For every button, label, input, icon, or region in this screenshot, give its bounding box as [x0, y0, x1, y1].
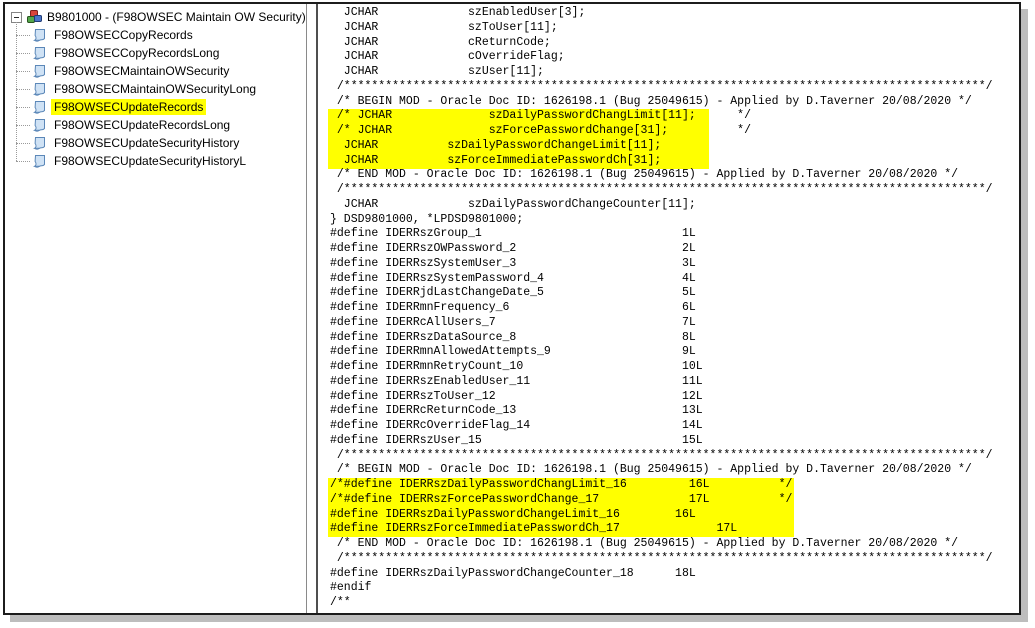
tree-connector — [16, 35, 30, 36]
tree-item[interactable] — [5, 26, 306, 44]
business-function-cubes-icon — [27, 10, 43, 25]
tree-item-label: F98OWSECUpdateRecordsLong — [54, 118, 231, 132]
code-line: #endif — [330, 581, 372, 595]
code-line: /* END MOD - Oracle Doc ID: 1626198.1 (Bug 25049615) - Applied by D.Taverner 20/08/2020 */ — [330, 168, 959, 182]
code-line: JCHAR szUser[11]; — [330, 65, 544, 78]
code-line: #define IDERRszOWPassword_2 2L — [330, 242, 696, 255]
tree-item[interactable] — [5, 44, 306, 62]
tree-connector — [16, 89, 30, 90]
document-icon — [32, 118, 46, 133]
tree-item-label-selected: F98OWSECUpdateRecords — [51, 99, 206, 115]
code-line: #define IDERRszDataSource_8 8L — [330, 330, 696, 344]
application-window — [3, 2, 1021, 615]
code-line: JCHAR cOverrideFlag; — [330, 50, 565, 64]
tree-connector — [16, 53, 30, 54]
code-line: /* BEGIN MOD - Oracle Doc ID: 1626198.1 (Bug 25049615) - Applied by D.Taverner 20/08/2020 */ — [330, 463, 972, 477]
code-line: #define IDERRcReturnCode_13 13L — [330, 404, 703, 418]
code-line: /* BEGIN MOD - Oracle Doc ID: 1626198.1 (Bug 25049615) - Applied by D.Taverner 20/08/2020 */ — [330, 94, 972, 108]
tree-item-label: F98OWSECCopyRecords — [54, 28, 193, 42]
tree-collapse-toggle-icon[interactable] — [11, 12, 22, 23]
tree-item-label: F98OWSECUpdateSecurityHistoryL — [54, 154, 247, 168]
code-line: #define IDERRszToUser_12 12L — [330, 389, 703, 403]
code-line: JCHAR szDailyPasswordChangeLimit[11]; — [330, 138, 662, 152]
tree-item-label: F98OWSECCopyRecordsLong — [54, 46, 220, 60]
code-line: /* JCHAR szForcePasswordChange[31]; */ — [330, 124, 751, 137]
code-line: JCHAR szToUser[11]; — [330, 20, 558, 34]
code-line: JCHAR szForceImmediatePasswordCh[31]; — [330, 153, 662, 167]
document-icon — [32, 82, 46, 97]
code-line: #define IDERRszForceImmediatePasswordCh_17 17L — [330, 522, 738, 536]
code-line: #define IDERRszSystemUser_3 3L — [330, 256, 696, 270]
code-line: /*#define IDERRszDailyPasswordChangLimit_16 16L */ — [330, 478, 793, 491]
tree-item[interactable] — [5, 62, 306, 80]
tree-item-label: F98OWSECMaintainOWSecurity — [54, 64, 230, 78]
code-line: JCHAR cReturnCode; — [330, 35, 551, 49]
code-line: /* END MOD - Oracle Doc ID: 1626198.1 (Bug 25049615) - Applied by D.Taverner 20/08/2020 */ — [330, 537, 959, 550]
code-line: #define IDERRmnRetryCount_10 10L — [330, 360, 703, 373]
code-line: JCHAR szEnabledUser[3]; — [330, 6, 586, 19]
code-line: #define IDERRcAllUsers_7 7L — [330, 315, 696, 329]
code-line: #define IDERRszSystemPassword_4 4L — [330, 271, 696, 285]
code-line: #define IDERRszDailyPasswordChangeLimit_16 16L — [330, 507, 696, 521]
tree-root-node[interactable] — [5, 8, 306, 26]
code-line: /*#define IDERRszForcePasswordChange_17 17L */ — [330, 492, 793, 506]
document-icon — [32, 28, 46, 43]
tree-connector — [16, 107, 30, 108]
tree-connector — [16, 71, 30, 72]
document-icon — [32, 100, 46, 115]
tree-connector — [16, 143, 30, 144]
tree-connector — [16, 125, 30, 126]
tree-children-list — [5, 26, 306, 170]
document-icon — [32, 136, 46, 151]
tree-connector — [16, 161, 30, 162]
code-line: #define IDERRcOverrideFlag_14 14L — [330, 419, 703, 432]
object-tree-panel — [5, 4, 307, 613]
document-icon — [32, 154, 46, 169]
code-line: /*********************************************************************************************/ — [330, 79, 993, 93]
code-line: /*********************************************************************************************/ — [330, 183, 993, 196]
tree-item[interactable] — [5, 116, 306, 134]
code-line: /** — [330, 596, 351, 609]
tree-item[interactable] — [5, 134, 306, 152]
code-line: #define IDERRmnAllowedAttempts_9 9L — [330, 345, 696, 359]
code-line: } DSD9801000, *LPDSD9801000; — [330, 212, 524, 226]
tree-root-label: B9801000 - (F98OWSEC Maintain OW Security) — [47, 10, 306, 24]
code-line: #define IDERRszDailyPasswordChangeCounter_18 18L — [330, 566, 696, 580]
tree-item[interactable] — [5, 152, 306, 170]
code-line: #define IDERRmnFrequency_6 6L — [330, 301, 696, 314]
code-line: #define IDERRszGroup_1 1L — [330, 227, 696, 241]
code-line: #define IDERRszUser_15 15L — [330, 433, 703, 447]
tree-item-label: F98OWSECMaintainOWSecurityLong — [54, 82, 257, 96]
document-icon — [32, 46, 46, 61]
tree-item[interactable] — [5, 80, 306, 98]
panel-splitter[interactable] — [307, 4, 316, 613]
code-line: /* JCHAR szDailyPasswordChangLimit[11]; */ — [330, 109, 751, 123]
code-line: #define IDERRjdLastChangeDate_5 5L — [330, 286, 696, 300]
tree-item[interactable] — [5, 98, 306, 116]
code-line: #define IDERRszEnabledUser_11 11L — [330, 374, 703, 388]
code-line: /*********************************************************************************************/ — [330, 448, 993, 462]
tree-item-label: F98OWSECUpdateSecurityHistory — [54, 136, 240, 150]
document-icon — [32, 64, 46, 79]
source-code[interactable] — [318, 4, 1019, 611]
code-line: /*********************************************************************************************/ — [330, 551, 993, 565]
code-line: JCHAR szDailyPasswordChangeCounter[11]; — [330, 197, 696, 211]
code-editor-panel[interactable] — [316, 4, 1019, 613]
